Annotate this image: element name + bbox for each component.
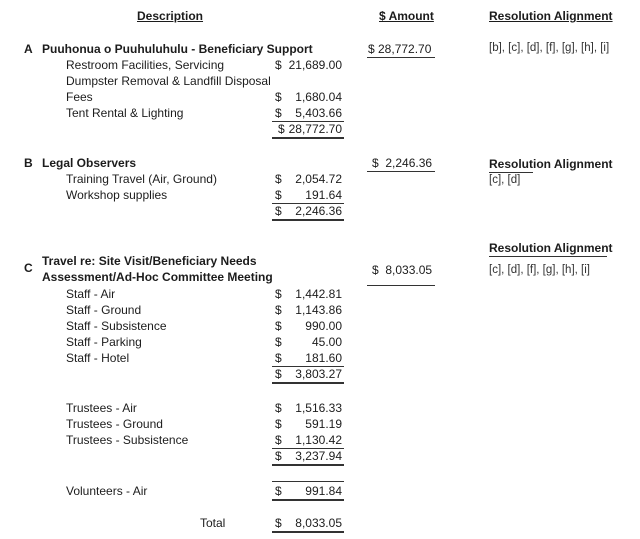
currency-symbol: $ [278, 122, 285, 136]
resolution-label: Resolution Alignment [489, 241, 613, 255]
section-title: Legal Observers [42, 156, 137, 170]
description-header: Description [137, 9, 204, 23]
currency-symbol: $ [275, 303, 282, 317]
currency-symbol: $ [275, 58, 282, 72]
line-item-label-continued: Dumpster Removal & Landfill Disposal [66, 74, 271, 88]
section-title: Puuhonua o Puuhuluhulu - Beneficiary Support [42, 42, 313, 56]
line-item-label: Restroom Facilities, Servicing [66, 58, 225, 72]
group-top-rule [272, 481, 344, 482]
subtotal-value: 2,246.36 [295, 204, 342, 218]
line-item-value: 991.84 [305, 484, 342, 498]
currency-symbol: $ [275, 188, 282, 202]
line-item-label: Staff - Ground [66, 303, 142, 317]
line-item-value: 1,516.33 [295, 401, 342, 415]
section-letter: A [24, 42, 33, 56]
line-item-label: Trustees - Subsistence [66, 433, 189, 447]
line-item-label: Staff - Subsistence [66, 319, 167, 333]
resolution-label-underline [489, 172, 533, 173]
amount-underline [367, 57, 435, 58]
currency-symbol: $ [275, 335, 282, 349]
resolution-label-underline [489, 256, 607, 257]
section-title-line2: Assessment/Ad-Hoc Committee Meeting [42, 270, 273, 284]
total-label: Total [200, 516, 226, 530]
currency-symbol: $ [275, 90, 282, 104]
currency-symbol: $ [275, 484, 282, 498]
line-item-value: 1,143.86 [295, 303, 342, 317]
line-item-label: Fees [66, 90, 93, 104]
line-item-label: Volunteers - Air [66, 484, 148, 498]
line-item-value: 181.60 [305, 351, 342, 365]
resolution-refs: [b], [c], [d], [f], [g], [h], [i] [489, 42, 610, 54]
line-item-value: 5,403.66 [295, 106, 342, 120]
line-item-value: 1,130.42 [295, 433, 342, 447]
line-item-label: Staff - Hotel [66, 351, 130, 365]
line-item-value: 2,054.72 [295, 172, 342, 186]
line-item-label: Workshop supplies [66, 188, 168, 202]
line-item-value: 21,689.00 [288, 58, 342, 72]
line-item-value: 1,680.04 [295, 90, 342, 104]
resolution-refs: [c], [d], [f], [g], [h], [i] [489, 264, 590, 276]
subtotal-double-rule [272, 219, 344, 221]
currency-symbol: $ [275, 204, 282, 218]
amount-underline [367, 171, 435, 172]
currency-symbol: $ [275, 433, 282, 447]
group-double-rule [272, 499, 344, 501]
line-item-label: Staff - Parking [66, 335, 142, 349]
subtotal-double-rule [272, 382, 344, 384]
currency-symbol: $ [275, 367, 282, 381]
line-item-value: 45.00 [311, 335, 342, 349]
subtotal-double-rule [272, 464, 344, 466]
amount-underline [367, 285, 435, 286]
line-item-label: Trustees - Ground [66, 417, 163, 431]
line-item-value: 1,442.81 [295, 287, 342, 301]
currency-symbol: $ [275, 106, 282, 120]
subtotal-value: 28,772.70 [288, 122, 342, 136]
currency-symbol: $ [275, 401, 282, 415]
section-amount: $ 8,033.05 [372, 263, 433, 277]
section-title-line1: Travel re: Site Visit/Beneficiary Needs [42, 254, 257, 268]
currency-symbol: $ [275, 351, 282, 365]
amount-header: $ Amount [379, 9, 434, 23]
total-value: 8,033.05 [295, 516, 342, 530]
resolution-label: Resolution Alignment [489, 157, 613, 171]
currency-symbol: $ [275, 449, 282, 463]
section-amount: $ 28,772.70 [368, 42, 432, 56]
line-item-label: Trustees - Air [66, 401, 137, 415]
resolution-refs: [c], [d] [489, 174, 521, 186]
currency-symbol: $ [275, 287, 282, 301]
resolution-header: Resolution Alignment [489, 9, 613, 23]
section-letter: B [24, 156, 33, 170]
subtotal-double-rule [272, 137, 344, 139]
total-double-rule [272, 531, 344, 533]
subtotal-value: 3,237.94 [295, 449, 342, 463]
currency-symbol: $ [275, 516, 282, 530]
line-item-label: Training Travel (Air, Ground) [66, 172, 217, 186]
line-item-value: 990.00 [305, 319, 342, 333]
line-item-label: Staff - Air [66, 287, 116, 301]
line-item-value: 591.19 [305, 417, 342, 431]
line-item-value: 191.64 [305, 188, 342, 202]
currency-symbol: $ [275, 172, 282, 186]
section-letter: C [24, 261, 33, 275]
section-amount: $ 2,246.36 [372, 156, 433, 170]
currency-symbol: $ [275, 417, 282, 431]
subtotal-value: 3,803.27 [295, 367, 342, 381]
line-item-label: Tent Rental & Lighting [66, 106, 184, 120]
currency-symbol: $ [275, 319, 282, 333]
